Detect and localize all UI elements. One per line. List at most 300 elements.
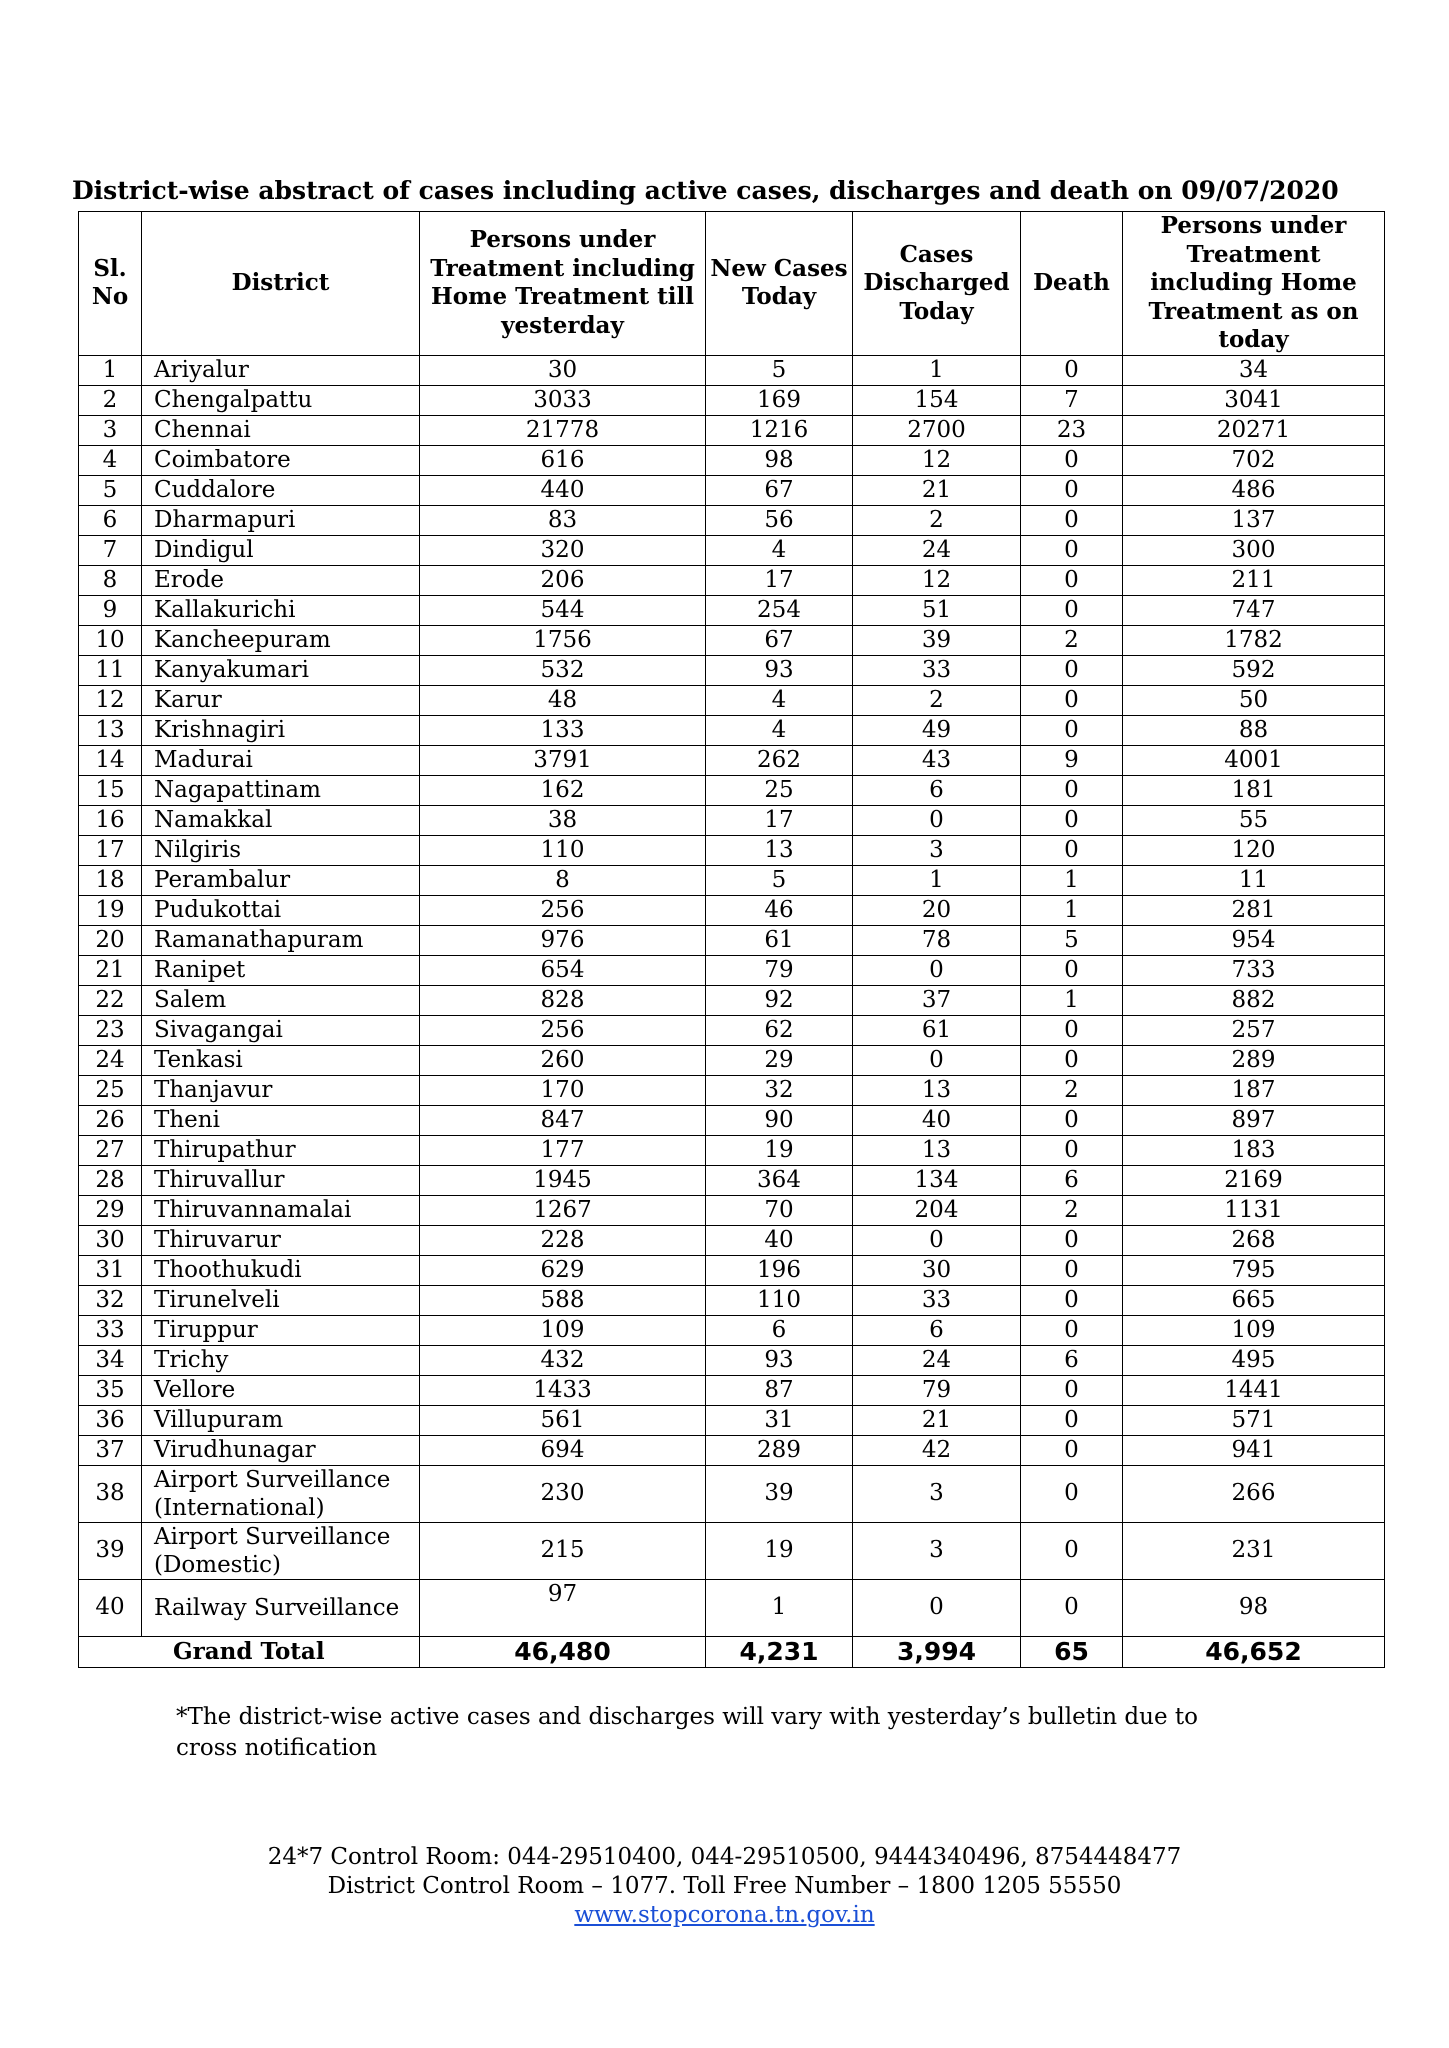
- cell-under-treatment-yesterday: 48: [420, 685, 706, 715]
- table-row: [79, 1225, 1385, 1255]
- cell-district: [142, 1579, 420, 1636]
- cell-district: Karur: [142, 685, 420, 715]
- cell-new-cases: 93: [706, 655, 853, 685]
- table-row: [79, 475, 1385, 505]
- cell-death: 0: [1021, 475, 1123, 505]
- cell-under-treatment-yesterday: 97: [420, 1579, 706, 1636]
- cell-district: Coimbatore: [142, 445, 420, 475]
- cell-under-treatment-today: 2169: [1123, 1165, 1385, 1195]
- cell-new-cases: 17: [706, 805, 853, 835]
- table-row: [79, 685, 1385, 715]
- cell-death: 0: [1021, 565, 1123, 595]
- cell-new-cases: 110: [706, 1285, 853, 1315]
- cell-under-treatment-yesterday: 440: [420, 475, 706, 505]
- cell-under-treatment-yesterday: 1433: [420, 1375, 706, 1405]
- cell-under-treatment-yesterday: 109: [420, 1315, 706, 1345]
- cell-new-cases: 67: [706, 475, 853, 505]
- cell-new-cases: 62: [706, 1015, 853, 1045]
- cell-under-treatment-yesterday: 544: [420, 595, 706, 625]
- table-row: [79, 1375, 1385, 1405]
- table-row: [79, 955, 1385, 985]
- cell-death: 0: [1021, 505, 1123, 535]
- cell-discharged: 12: [853, 445, 1021, 475]
- cell-under-treatment-today: 1782: [1123, 625, 1385, 655]
- cell-discharged: 3: [853, 1465, 1021, 1522]
- cell-sl-no: 4: [79, 445, 142, 475]
- cell-death: 6: [1021, 1345, 1123, 1375]
- cell-under-treatment-today: 747: [1123, 595, 1385, 625]
- cell-discharged: 154: [853, 385, 1021, 415]
- cell-under-treatment-today: 571: [1123, 1405, 1385, 1435]
- grand-total-new: 4,231: [706, 1636, 853, 1667]
- cell-discharged: 49: [853, 715, 1021, 745]
- cell-sl-no: 32: [79, 1285, 142, 1315]
- cell-sl-no: 21: [79, 955, 142, 985]
- cell-under-treatment-yesterday: 30: [420, 355, 706, 385]
- table-row: [79, 775, 1385, 805]
- table-row: [79, 1465, 1385, 1522]
- cell-district: Dindigul: [142, 535, 420, 565]
- cell-death: 6: [1021, 1165, 1123, 1195]
- cell-district: Ramanathapuram: [142, 925, 420, 955]
- cell-death: 2: [1021, 1075, 1123, 1105]
- cell-death: 0: [1021, 1015, 1123, 1045]
- cell-discharged: 33: [853, 1285, 1021, 1315]
- cell-new-cases: 254: [706, 595, 853, 625]
- cell-new-cases: 25: [706, 775, 853, 805]
- cell-death: 0: [1021, 535, 1123, 565]
- cell-death: 0: [1021, 355, 1123, 385]
- cell-new-cases: 5: [706, 865, 853, 895]
- cell-under-treatment-today: 4001: [1123, 745, 1385, 775]
- cell-discharged: 204: [853, 1195, 1021, 1225]
- cell-death: 1: [1021, 985, 1123, 1015]
- cell-under-treatment-today: 120: [1123, 835, 1385, 865]
- cell-under-treatment-yesterday: 1945: [420, 1165, 706, 1195]
- cell-under-treatment-today: 231: [1123, 1522, 1385, 1579]
- cell-death: 0: [1021, 685, 1123, 715]
- cell-under-treatment-today: 268: [1123, 1225, 1385, 1255]
- cell-death: 0: [1021, 1225, 1123, 1255]
- cell-discharged: 12: [853, 565, 1021, 595]
- cell-new-cases: 90: [706, 1105, 853, 1135]
- cell-death: 23: [1021, 415, 1123, 445]
- table-row: [79, 385, 1385, 415]
- table-row: [79, 415, 1385, 445]
- cell-district: Kallakurichi: [142, 595, 420, 625]
- cell-discharged: 40: [853, 1105, 1021, 1135]
- cell-sl-no: 34: [79, 1345, 142, 1375]
- cell-under-treatment-today: 98: [1123, 1579, 1385, 1636]
- cell-discharged: 61: [853, 1015, 1021, 1045]
- table-row: [79, 865, 1385, 895]
- cell-sl-no: 19: [79, 895, 142, 925]
- cell-death: 9: [1021, 745, 1123, 775]
- cell-death: 0: [1021, 1405, 1123, 1435]
- cell-under-treatment-today: 55: [1123, 805, 1385, 835]
- cell-under-treatment-today: 88: [1123, 715, 1385, 745]
- cell-under-treatment-yesterday: 320: [420, 535, 706, 565]
- cell-new-cases: 79: [706, 955, 853, 985]
- cell-death: 0: [1021, 1315, 1123, 1345]
- cell-discharged: 39: [853, 625, 1021, 655]
- cell-discharged: 2: [853, 505, 1021, 535]
- cell-discharged: 21: [853, 475, 1021, 505]
- cell-death: 0: [1021, 1135, 1123, 1165]
- cell-under-treatment-today: 20271: [1123, 415, 1385, 445]
- table-row: [79, 1435, 1385, 1465]
- cell-discharged: 1: [853, 355, 1021, 385]
- cell-sl-no: 13: [79, 715, 142, 745]
- cell-new-cases: 46: [706, 895, 853, 925]
- cell-under-treatment-today: 795: [1123, 1255, 1385, 1285]
- cell-death: 0: [1021, 1255, 1123, 1285]
- table-row: [79, 1405, 1385, 1435]
- cell-under-treatment-yesterday: 828: [420, 985, 706, 1015]
- cell-sl-no: 2: [79, 385, 142, 415]
- cell-death: 0: [1021, 1435, 1123, 1465]
- cell-under-treatment-today: 495: [1123, 1345, 1385, 1375]
- cell-new-cases: 92: [706, 985, 853, 1015]
- cell-discharged: 21: [853, 1405, 1021, 1435]
- cell-new-cases: 13: [706, 835, 853, 865]
- cell-death: 2: [1021, 625, 1123, 655]
- cell-sl-no: 28: [79, 1165, 142, 1195]
- cell-district: Salem: [142, 985, 420, 1015]
- cell-under-treatment-today: 1441: [1123, 1375, 1385, 1405]
- cell-under-treatment-yesterday: 847: [420, 1105, 706, 1135]
- cell-discharged: 13: [853, 1135, 1021, 1165]
- cell-sl-no: 15: [79, 775, 142, 805]
- cell-sl-no: 6: [79, 505, 142, 535]
- table-row: [79, 925, 1385, 955]
- table-body: [79, 355, 1385, 1636]
- cell-death: 0: [1021, 595, 1123, 625]
- cell-district: Theni: [142, 1105, 420, 1135]
- cell-district: Thanjavur: [142, 1075, 420, 1105]
- header-discharged: Cases Discharged Today: [853, 212, 1021, 356]
- cell-new-cases: 39: [706, 1465, 853, 1522]
- website-link[interactable]: www.stopcorona.tn.gov.in: [574, 1902, 875, 1928]
- cell-under-treatment-yesterday: 260: [420, 1045, 706, 1075]
- cell-death: 0: [1021, 955, 1123, 985]
- cell-sl-no: 8: [79, 565, 142, 595]
- footnote: *The district-wise active cases and discharges will vary with yesterday’s bulletin due to cross notification: [176, 1704, 1198, 1761]
- cell-death: 0: [1021, 835, 1123, 865]
- cell-sl-no: 12: [79, 685, 142, 715]
- cell-under-treatment-today: 882: [1123, 985, 1385, 1015]
- cell-discharged: 43: [853, 745, 1021, 775]
- cell-under-treatment-yesterday: 133: [420, 715, 706, 745]
- cell-sl-no: 18: [79, 865, 142, 895]
- cell-death: 0: [1021, 1465, 1123, 1522]
- cell-under-treatment-yesterday: 170: [420, 1075, 706, 1105]
- cell-under-treatment-today: 486: [1123, 475, 1385, 505]
- cell-discharged: 0: [853, 955, 1021, 985]
- cell-district: Kanyakumari: [142, 655, 420, 685]
- cell-new-cases: 5: [706, 355, 853, 385]
- cell-new-cases: 70: [706, 1195, 853, 1225]
- cell-under-treatment-today: 137: [1123, 505, 1385, 535]
- table-row: [79, 805, 1385, 835]
- cell-sl-no: 29: [79, 1195, 142, 1225]
- cell-district: Ranipet: [142, 955, 420, 985]
- cell-district: Thirupathur: [142, 1135, 420, 1165]
- cell-death: 0: [1021, 1285, 1123, 1315]
- cell-discharged: 42: [853, 1435, 1021, 1465]
- header-new-cases: New Cases Today: [706, 212, 853, 356]
- table-row: [79, 1195, 1385, 1225]
- table-row: [79, 1579, 1385, 1636]
- cell-discharged: 24: [853, 535, 1021, 565]
- cell-sl-no: 37: [79, 1435, 142, 1465]
- cell-sl-no: 40: [79, 1579, 142, 1636]
- grand-total-yesterday: 46,480: [420, 1636, 706, 1667]
- cell-under-treatment-yesterday: 616: [420, 445, 706, 475]
- cell-under-treatment-yesterday: 206: [420, 565, 706, 595]
- header-row: [79, 212, 1385, 356]
- cell-death: 0: [1021, 775, 1123, 805]
- cell-sl-no: 36: [79, 1405, 142, 1435]
- cell-sl-no: 33: [79, 1315, 142, 1345]
- cell-sl-no: 10: [79, 625, 142, 655]
- cell-under-treatment-today: 281: [1123, 895, 1385, 925]
- cell-district: Madurai: [142, 745, 420, 775]
- cell-discharged: 0: [853, 1225, 1021, 1255]
- cell-new-cases: 364: [706, 1165, 853, 1195]
- cell-sl-no: 14: [79, 745, 142, 775]
- cell-discharged: 1: [853, 865, 1021, 895]
- cell-under-treatment-yesterday: 162: [420, 775, 706, 805]
- cell-discharged: 3: [853, 1522, 1021, 1579]
- district-name-line1: Railway Surveillance: [154, 1594, 400, 1621]
- table-row: [79, 1285, 1385, 1315]
- cell-sl-no: 5: [79, 475, 142, 505]
- cell-sl-no: 1: [79, 355, 142, 385]
- cell-under-treatment-yesterday: 83: [420, 505, 706, 535]
- cell-death: 0: [1021, 1375, 1123, 1405]
- cell-district: Namakkal: [142, 805, 420, 835]
- cell-district: Thiruvallur: [142, 1165, 420, 1195]
- cell-sl-no: 30: [79, 1225, 142, 1255]
- table-row: [79, 1165, 1385, 1195]
- cell-sl-no: 17: [79, 835, 142, 865]
- cell-new-cases: 19: [706, 1522, 853, 1579]
- cell-new-cases: 31: [706, 1405, 853, 1435]
- cell-discharged: 30: [853, 1255, 1021, 1285]
- cell-new-cases: 61: [706, 925, 853, 955]
- cell-discharged: 0: [853, 1045, 1021, 1075]
- cell-under-treatment-yesterday: 1267: [420, 1195, 706, 1225]
- header-district: District: [142, 212, 420, 356]
- cell-under-treatment-yesterday: 215: [420, 1522, 706, 1579]
- cell-sl-no: 25: [79, 1075, 142, 1105]
- cell-sl-no: 11: [79, 655, 142, 685]
- cell-discharged: 0: [853, 805, 1021, 835]
- cell-sl-no: 35: [79, 1375, 142, 1405]
- cell-district: Tirunelveli: [142, 1285, 420, 1315]
- cell-death: 0: [1021, 1522, 1123, 1579]
- cell-under-treatment-yesterday: 654: [420, 955, 706, 985]
- cell-death: 1: [1021, 865, 1123, 895]
- cell-under-treatment-yesterday: 629: [420, 1255, 706, 1285]
- cell-new-cases: 87: [706, 1375, 853, 1405]
- cell-under-treatment-today: 1131: [1123, 1195, 1385, 1225]
- cell-sl-no: 7: [79, 535, 142, 565]
- cell-district: Chennai: [142, 415, 420, 445]
- cell-new-cases: 6: [706, 1315, 853, 1345]
- cell-district: Cuddalore: [142, 475, 420, 505]
- cell-new-cases: 93: [706, 1345, 853, 1375]
- cell-district: Kancheepuram: [142, 625, 420, 655]
- cell-new-cases: 56: [706, 505, 853, 535]
- cell-death: 0: [1021, 655, 1123, 685]
- table-row: [79, 1015, 1385, 1045]
- cell-under-treatment-today: 50: [1123, 685, 1385, 715]
- cell-district: Tenkasi: [142, 1045, 420, 1075]
- cell-district: Ariyalur: [142, 355, 420, 385]
- cell-sl-no: 38: [79, 1465, 142, 1522]
- table-row: [79, 1315, 1385, 1345]
- cell-new-cases: 4: [706, 715, 853, 745]
- cell-under-treatment-yesterday: 1756: [420, 625, 706, 655]
- table-row: [79, 1045, 1385, 1075]
- cell-sl-no: 22: [79, 985, 142, 1015]
- grand-total-row: [79, 1636, 1385, 1667]
- header-sl-no: Sl. No: [79, 212, 142, 356]
- cell-death: 5: [1021, 925, 1123, 955]
- cell-district: [142, 1522, 420, 1579]
- cell-under-treatment-today: 300: [1123, 535, 1385, 565]
- cell-district: Thiruvannamalai: [142, 1195, 420, 1225]
- cell-under-treatment-today: 954: [1123, 925, 1385, 955]
- district-name-line1: Airport Surveillance: [154, 1466, 391, 1493]
- cell-under-treatment-today: 665: [1123, 1285, 1385, 1315]
- cell-sl-no: 3: [79, 415, 142, 445]
- cell-under-treatment-today: 34: [1123, 355, 1385, 385]
- cell-new-cases: 1: [706, 1579, 853, 1636]
- table-row: [79, 985, 1385, 1015]
- cell-district: Villupuram: [142, 1405, 420, 1435]
- cell-under-treatment-today: 897: [1123, 1105, 1385, 1135]
- cell-sl-no: 23: [79, 1015, 142, 1045]
- cell-new-cases: 40: [706, 1225, 853, 1255]
- cell-district: Trichy: [142, 1345, 420, 1375]
- cell-under-treatment-yesterday: 976: [420, 925, 706, 955]
- cell-sl-no: 31: [79, 1255, 142, 1285]
- cell-under-treatment-yesterday: 228: [420, 1225, 706, 1255]
- cell-under-treatment-yesterday: 38: [420, 805, 706, 835]
- district-control-line: District Control Room – 1077. Toll Free Number – 1800 1205 55550: [327, 1873, 1122, 1899]
- cell-under-treatment-yesterday: 588: [420, 1285, 706, 1315]
- table-row: [79, 445, 1385, 475]
- header-under-treatment-today: Persons under Treatment including Home Treatment as on today: [1123, 212, 1385, 356]
- cell-new-cases: 289: [706, 1435, 853, 1465]
- cell-under-treatment-yesterday: 561: [420, 1405, 706, 1435]
- cell-district: Sivagangai: [142, 1015, 420, 1045]
- cell-new-cases: 32: [706, 1075, 853, 1105]
- cell-district: Krishnagiri: [142, 715, 420, 745]
- table-row: [79, 625, 1385, 655]
- table-row: [79, 895, 1385, 925]
- cell-district: Dharmapuri: [142, 505, 420, 535]
- cell-district: Chengalpattu: [142, 385, 420, 415]
- cell-death: 7: [1021, 385, 1123, 415]
- grand-total-discharged: 3,994: [853, 1636, 1021, 1667]
- cell-under-treatment-today: 592: [1123, 655, 1385, 685]
- cell-new-cases: 98: [706, 445, 853, 475]
- cell-under-treatment-today: 941: [1123, 1435, 1385, 1465]
- cell-under-treatment-yesterday: 230: [420, 1465, 706, 1522]
- cell-new-cases: 4: [706, 685, 853, 715]
- grand-total-death: 65: [1021, 1636, 1123, 1667]
- cell-discharged: 78: [853, 925, 1021, 955]
- cell-death: 1: [1021, 895, 1123, 925]
- cell-new-cases: 17: [706, 565, 853, 595]
- cell-new-cases: 196: [706, 1255, 853, 1285]
- cell-district: Vellore: [142, 1375, 420, 1405]
- cell-new-cases: 1216: [706, 415, 853, 445]
- cell-discharged: 2700: [853, 415, 1021, 445]
- cell-death: 0: [1021, 445, 1123, 475]
- cell-sl-no: 27: [79, 1135, 142, 1165]
- cell-death: 0: [1021, 1045, 1123, 1075]
- cell-under-treatment-yesterday: 532: [420, 655, 706, 685]
- cell-new-cases: 67: [706, 625, 853, 655]
- cell-death: 0: [1021, 715, 1123, 745]
- cell-new-cases: 29: [706, 1045, 853, 1075]
- cell-discharged: 79: [853, 1375, 1021, 1405]
- district-name-line1: Airport Surveillance: [154, 1523, 391, 1550]
- cell-discharged: 37: [853, 985, 1021, 1015]
- header-under-treatment-yesterday: Persons under Treatment including Home Treatment till yesterday: [420, 212, 706, 356]
- cell-discharged: 2: [853, 685, 1021, 715]
- cell-new-cases: 4: [706, 535, 853, 565]
- cell-death: 0: [1021, 1579, 1123, 1636]
- table-row: [79, 1255, 1385, 1285]
- cell-discharged: 20: [853, 895, 1021, 925]
- district-cases-table: [78, 211, 1385, 1668]
- cell-sl-no: 24: [79, 1045, 142, 1075]
- cell-district: Tiruppur: [142, 1315, 420, 1345]
- cell-district: [142, 1465, 420, 1522]
- cell-new-cases: 262: [706, 745, 853, 775]
- grand-total-label: Grand Total: [79, 1636, 420, 1667]
- document-title: District-wise abstract of cases including active cases, discharges and death on 09/07/2020: [72, 176, 1339, 205]
- cell-death: 0: [1021, 805, 1123, 835]
- cell-district: Nilgiris: [142, 835, 420, 865]
- cell-sl-no: 20: [79, 925, 142, 955]
- cell-sl-no: 39: [79, 1522, 142, 1579]
- cell-under-treatment-yesterday: 3791: [420, 745, 706, 775]
- table-row: [79, 655, 1385, 685]
- cell-under-treatment-today: 257: [1123, 1015, 1385, 1045]
- cell-new-cases: 19: [706, 1135, 853, 1165]
- grand-total-today: 46,652: [1123, 1636, 1385, 1667]
- cell-under-treatment-today: 702: [1123, 445, 1385, 475]
- cell-under-treatment-today: 183: [1123, 1135, 1385, 1165]
- cell-under-treatment-today: 11: [1123, 865, 1385, 895]
- table-row: [79, 835, 1385, 865]
- control-room-line: 24*7 Control Room: 044-29510400, 044-29510500, 9444340496, 8754448477: [267, 1844, 1182, 1870]
- table-row: [79, 1135, 1385, 1165]
- table-row: [79, 1345, 1385, 1375]
- table-row: [79, 505, 1385, 535]
- cell-under-treatment-yesterday: 21778: [420, 415, 706, 445]
- table-row: [79, 715, 1385, 745]
- cell-district: Virudhunagar: [142, 1435, 420, 1465]
- cell-new-cases: 169: [706, 385, 853, 415]
